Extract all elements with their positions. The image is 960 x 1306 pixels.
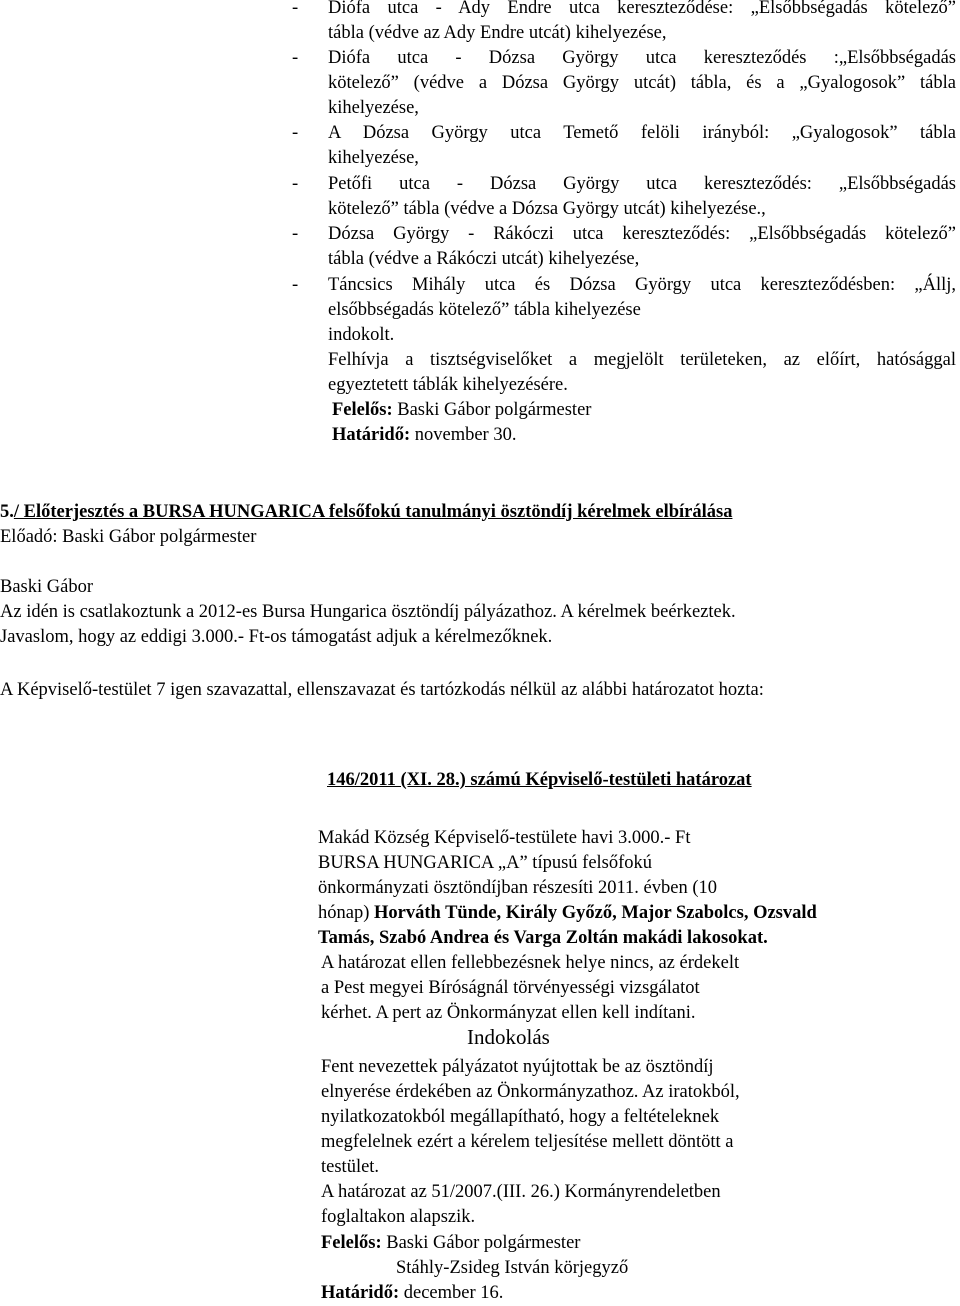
section-heading: [0, 500, 732, 525]
bullet: -: [292, 174, 299, 194]
list-item-line: tábla (védve a Rákóczi utcát) kihelyezése,: [328, 249, 640, 269]
clerk-line: Stáhly-Zsideg István körjegyző: [396, 1258, 629, 1278]
presenter: Előadó: Baski Gábor polgármester: [0, 527, 257, 547]
bullet: -: [292, 224, 299, 244]
vote-statement: A Képviselő-testület 7 igen szavazattal, ellenszavazat és tartózkodás nélkül az alábbi határozatot hozta:: [0, 680, 764, 700]
resolution-line: önkormányzati ösztöndíjban részesíti 2011. évben (10: [318, 878, 718, 898]
responsible-value: Baski Gábor polgármester: [392, 400, 592, 420]
indoklas-line: megfelelnek ezért a kérelem teljesítése mellett döntött a: [321, 1132, 734, 1152]
list-item-line: kihelyezése,: [328, 148, 419, 168]
deadline-value: november 30.: [410, 425, 517, 445]
indoklas-line: nyilatkozatokból megállapítható, hogy a feltételeknek: [321, 1107, 720, 1127]
bullet: -: [292, 0, 299, 18]
paragraph-line: egyeztetett táblák kihelyezésére.: [328, 375, 568, 395]
beneficiary-names: Tamás, Szabó Andrea és Varga Zoltán makádi lakosokat.: [318, 928, 768, 948]
beneficiary-names: Horváth Tünde, Király Győző, Major Szabolcs, Ozsvald: [374, 903, 817, 923]
speech-line: Az idén is csatlakoztunk a 2012-es Bursa Hungarica ösztöndíj pályázathoz. A kérelmek beérkeztek.: [0, 602, 736, 622]
paragraph-line: Felhívja a tisztségviselőket a megjelölt területeken, az előírt, hatósággal: [328, 350, 956, 370]
speech-line: Javaslom, hogy az eddigi 3.000.- Ft-os támogatást adjuk a kérelmezőknek.: [0, 627, 553, 647]
deadline-label: Határidő:: [332, 425, 411, 445]
list-item-line: tábla (védve az Ady Endre utcát) kihelyezése,: [328, 23, 667, 43]
list-item-line: kötelező” (védve a Dózsa György utcát) tábla, és a „Gyalogosok” tábla: [328, 73, 956, 93]
list-item-line: Diófa utca - Dózsa György utca kereszteződés :„Elsőbbségadás: [328, 48, 956, 68]
list-item-line: kötelező” tábla (védve a Dózsa György utcát) kihelyezése.,: [328, 199, 766, 219]
resolution-line: BURSA HUNGARICA „A” típusú felsőfokú: [318, 853, 653, 873]
list-item-line: Dózsa György - Rákóczi utca kereszteződés: „Elsőbbségadás kötelező”: [328, 224, 956, 244]
responsible-line: [332, 398, 591, 423]
deadline-label: Határidő:: [321, 1283, 400, 1303]
responsible-label: Felelős:: [332, 400, 393, 420]
indoklas-line: elnyerése érdekében az Önkormányzathoz. Az iratokból,: [321, 1082, 740, 1102]
resolution-text: hónap): [318, 903, 374, 923]
resolution-line: kérhet. A pert az Önkormányzat ellen kell indítani.: [321, 1003, 696, 1023]
resolution-line: [318, 901, 817, 926]
bullet: -: [292, 275, 299, 295]
indoklas-line: foglaltakon alapszik.: [321, 1207, 476, 1227]
responsible-value: Baski Gábor polgármester: [381, 1233, 581, 1253]
indoklas-heading: Indokolás: [467, 1025, 550, 1049]
list-item-line: Petőfi utca - Dózsa György utca kereszteződés: „Elsőbbségadás: [328, 174, 956, 194]
resolution-title: 146/2011 (XI. 28.) számú Képviselő-testületi határozat: [327, 770, 752, 790]
resolution-line: A határozat ellen fellebbezésnek helye nincs, az érdekelt: [321, 953, 740, 973]
list-item-line: kihelyezése,: [328, 98, 419, 118]
bullet: -: [292, 123, 299, 143]
deadline-value: december 16.: [399, 1283, 504, 1303]
responsible-label: Felelős:: [321, 1233, 382, 1253]
bullet: -: [292, 48, 299, 68]
felhivja-paragraph: [328, 348, 956, 398]
deadline-line: [321, 1281, 503, 1306]
responsible-line: [321, 1231, 580, 1256]
indoklas-line: A határozat az 51/2007.(III. 26.) Kormányrendeletben: [321, 1182, 721, 1202]
indoklas-line: testület.: [321, 1157, 380, 1177]
indokolt-text: indokolt.: [328, 325, 395, 345]
section-number: 5.: [0, 502, 14, 522]
section-title: / Előterjesztés a BURSA HUNGARICA felsőfokú tanulmányi ösztöndíj kérelmek elbírálása: [13, 502, 733, 522]
resolution-line: a Pest megyei Bíróságnál törvényességi vizsgálatot: [321, 978, 700, 998]
indoklas-line: Fent nevezettek pályázatot nyújtottak be az ösztöndíj: [321, 1057, 714, 1077]
list-item-line: elsőbbségadás kötelező” tábla kihelyezése: [328, 300, 641, 320]
list-item-line: A Dózsa György utca Temető felöli irányból: „Gyalogosok” tábla: [328, 123, 956, 143]
speaker-name: Baski Gábor: [0, 577, 93, 597]
resolution-line: Makád Község Képviselő-testülete havi 3.000.- Ft: [318, 828, 691, 848]
list-item-line: Diófa utca - Ady Endre utca kereszteződése: „Elsőbbségadás kötelező”: [328, 0, 956, 18]
deadline-line: [332, 423, 516, 448]
list-item-line: Táncsics Mihály utca és Dózsa György utca kereszteződésben: „Állj,: [328, 275, 956, 295]
